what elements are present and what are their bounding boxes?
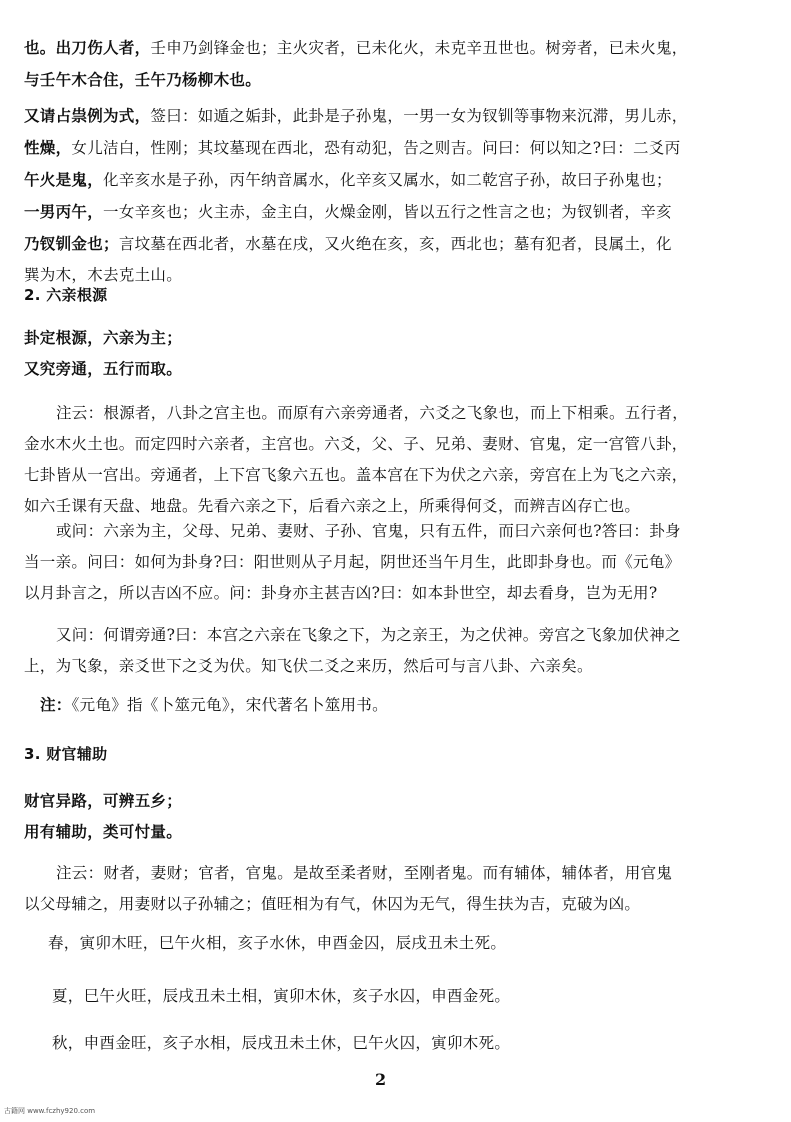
- bold-phrase: 一男丙午，: [24, 202, 104, 221]
- text-line: [24, 196, 776, 228]
- text-line: [24, 132, 776, 164]
- paragraph-question-1: [24, 516, 776, 609]
- season-line-autumn: [24, 1030, 776, 1056]
- text-line: 七卦皆从一宫出。旁通者，上下宫飞象六五也。盖本宫在下为伏之六亲，旁宫在上为飞之六亲，: [24, 466, 688, 484]
- text-run: 签曰：如遁之姤卦，此卦是子孙鬼，一男一女为钗钏等事物来沉滞，男儿赤，: [150, 107, 688, 125]
- text-line: 注云：财者，妻财；官者，官鬼。是故至柔者财，至刚者鬼。而有辅体，辅体者，用官鬼: [56, 864, 673, 882]
- season-line-spring: [24, 930, 776, 956]
- text-run: 言坟墓在西北者，水墓在戌，又火绝在亥，亥，西北也；墓有犯者，艮属土，化: [118, 235, 672, 253]
- paragraph-intro: [24, 32, 776, 95]
- text-line: 金水木火土也。而定四时六亲者，主宫也。六爻，父、子、兄弟、妻财、官鬼，定一宫管八卦，: [24, 435, 688, 453]
- verse-3: [24, 785, 776, 847]
- text-line: 巽为木，木去克土山。: [24, 266, 183, 284]
- paragraph-commentary-3: [24, 858, 776, 920]
- text-line: 上，为飞象，亲爻世下之爻为伏。知飞伏二爻之来历，然后可与言八卦、六亲矣。: [24, 657, 593, 675]
- paragraph-commentary-2: [24, 398, 776, 522]
- text-line: [24, 164, 776, 196]
- season-line-summer: [24, 983, 776, 1009]
- text-line: 以父母辅之，用妻财以子孙辅之；值旺相为有气，休囚为无气，得生扶为吉，克破为凶。: [24, 895, 641, 913]
- bold-phrase: 乃钗钏金也；: [24, 234, 119, 253]
- section-heading-2: 2. 六亲根源: [24, 286, 108, 304]
- verse-line: 卦定根源，六亲为主；: [24, 328, 183, 347]
- text-line: 如六壬课有天盘、地盘。先看六亲之下，后看六亲之上，所乘得何爻，而辨吉凶存亡也。: [24, 497, 641, 515]
- text-line: 以月卦言之，所以吉凶不应。问：卦身亦主甚吉凶?曰：如本卦世空，却去看身，岂为无用?: [24, 584, 658, 602]
- text-line: 又问：何谓旁通?曰：本宫之六亲在飞象之下，为之亲王，为之伏神。旁宫之飞象加伏神之: [56, 626, 681, 644]
- text-line: 当一亲。问曰：如何为卦身?曰：阳世则从子月起，阴世还当午月生，此即卦身也。而《元龟》: [24, 553, 681, 571]
- text-run: 一女辛亥也；火主赤，金主白，火燥金刚，皆以五行之性言之也；为钗钏者，辛亥: [103, 203, 672, 221]
- paragraph-example: [24, 100, 776, 291]
- footnote: [24, 689, 776, 721]
- text-line: 或问：六亲为主，父母、兄弟、妻财、子孙、官鬼，只有五件，而曰六亲何也?答曰：卦身: [56, 522, 681, 540]
- footer-watermark: 古籍网 www.fczhy920.com: [4, 1107, 96, 1115]
- text-line: 注云：根源者，八卦之宫主也。而原有六亲旁通者，六爻之飞象也，而上下相乘。五行者，: [56, 404, 689, 422]
- verse-line: 用有辅助，类可忖量。: [24, 822, 183, 841]
- verse-line: 财官异路，可辨五乡；: [24, 791, 183, 810]
- note-text: 《元龟》指《卜筮元龟》，宋代著名卜筮用书。: [71, 696, 388, 714]
- text-line: 与壬午木合住，壬午乃杨柳木也。: [24, 70, 262, 89]
- season-text: 夏，巳午火旺，辰戌丑未土相，寅卯木休，亥子水囚，申酉金死。: [52, 987, 511, 1005]
- text-line: [24, 228, 776, 260]
- section-heading-3: 3. 财官辅助: [24, 745, 108, 763]
- bold-phrase: 也。出刀伤人者，: [24, 38, 151, 57]
- bold-phrase: 性燥，: [24, 138, 72, 157]
- verse-line: 又究旁通，五行而取。: [24, 359, 183, 378]
- season-text: 春，寅卯木旺，巳午火相，亥子水休，申酉金囚，辰戌丑未土死。: [48, 934, 507, 952]
- season-text: 秋，申酉金旺，亥子水相，辰戌丑未土休，巳午火囚，寅卯木死。: [52, 1034, 511, 1052]
- text-line: [24, 100, 776, 132]
- bold-phrase: 又请占祟例为式，: [24, 106, 151, 125]
- bold-phrase: 午火是鬼，: [24, 170, 104, 189]
- verse-2: [24, 322, 776, 384]
- paragraph-question-2: [24, 620, 776, 682]
- text-line: [24, 689, 776, 721]
- note-label: 注：: [40, 695, 72, 714]
- text-run: 壬申乃剑锋金也；主火灾者，已未化火，未克辛丑世也。树旁者，已未火鬼，: [150, 39, 688, 57]
- page-number: 2: [375, 1070, 387, 1089]
- text-run: 女儿洁白，性刚；其坟墓现在西北，恐有动犯，告之则吉。问曰：何以知之?曰：二爻丙: [71, 139, 681, 157]
- text-run: 化辛亥水是子孙，丙午纳音属水，化辛亥又属水，如二乾宫子孙，故曰子孙鬼也；: [103, 171, 672, 189]
- text-line: [24, 32, 776, 64]
